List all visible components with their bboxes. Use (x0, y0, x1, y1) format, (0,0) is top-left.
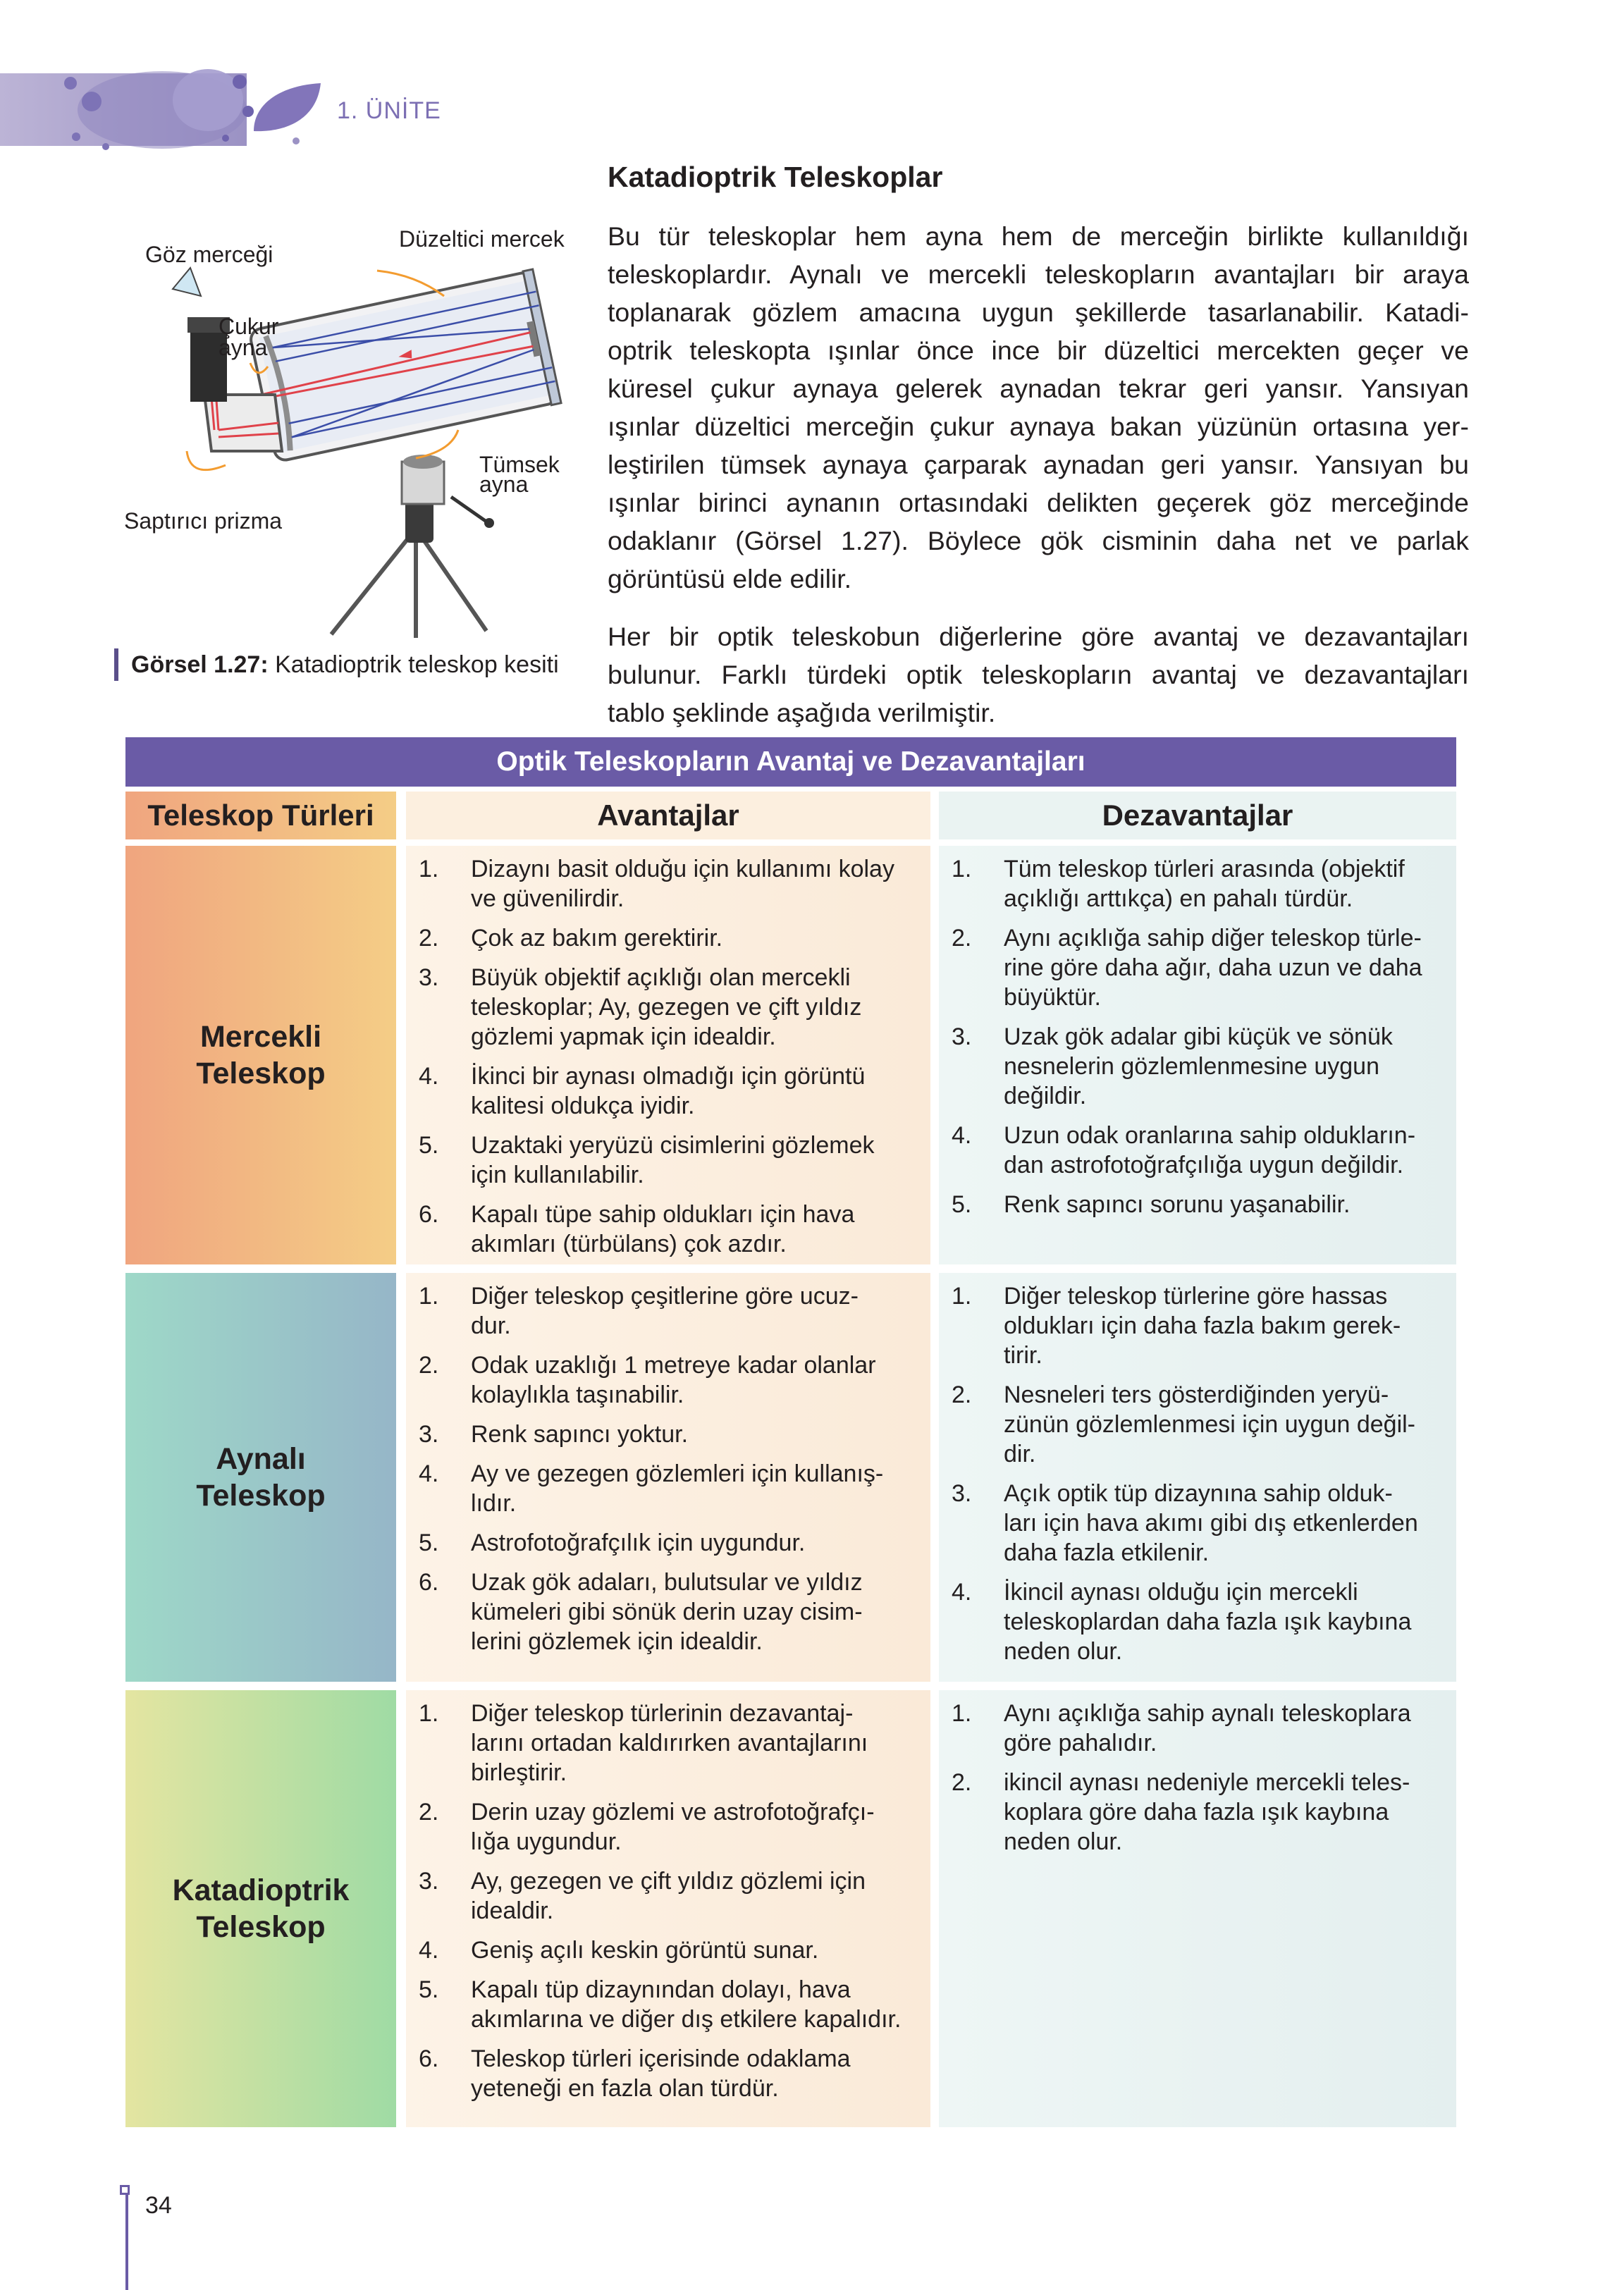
item-text (1004, 1022, 1439, 1111)
advantages-list (419, 1699, 912, 2113)
item-text-line: tirir. (1004, 1342, 1042, 1369)
telescope-figure (120, 218, 585, 655)
paragraph-comparison (608, 617, 1469, 732)
item-text-line: Diğer teleskop türlerinin dezavantaj- (471, 1700, 854, 1727)
item-text-line: teleskoplardan daha fazla ışık kaybına (1004, 1608, 1412, 1635)
list-item (419, 854, 912, 913)
text-line: bulunur. Farklı türdeki optik teleskopların avantaj ve dezavantajları (608, 660, 1469, 689)
item-text-line: birleştirir. (471, 1759, 567, 1786)
item-text (471, 963, 912, 1052)
type-label: Teleskop (196, 1479, 326, 1513)
item-number: 5. (419, 1976, 439, 2003)
item-text (471, 854, 912, 913)
item-text-line: rine göre daha ağır, daha uzun ve daha (1004, 954, 1422, 981)
item-text-line: zünün gözlemlenmesi için uygun değil- (1004, 1411, 1415, 1438)
disadvantages-cell (939, 1273, 1456, 1682)
item-number: 4. (419, 1063, 439, 1090)
item-text-line: Aynı açıklığa sahip diğer teleskop türle- (1004, 925, 1422, 952)
item-text-line: Büyük objektif açıklığı olan mercekli (471, 964, 851, 991)
item-text-line: daha fazla etkilenir. (1004, 1539, 1210, 1566)
item-text-line: Ay, gezegen ve çift yıldız gözlemi için (471, 1868, 866, 1895)
item-text-line: larını ortadan kaldırırken avantajlarını (471, 1730, 868, 1756)
item-text-line: nesnelerin gözlemlenmesine uygun (1004, 1053, 1379, 1080)
item-text (1004, 923, 1439, 1012)
item-text-line: büyüktür. (1004, 984, 1101, 1011)
list-item (952, 1380, 1439, 1469)
item-text-line: Renk sapıncı sorunu yaşanabilir. (1004, 1191, 1351, 1218)
item-number: 5. (952, 1191, 972, 1218)
list-item (419, 1568, 912, 1656)
list-item (952, 923, 1439, 1012)
type-label: Teleskop (196, 1910, 326, 1944)
type-label: Katadioptrik (172, 1873, 350, 1907)
item-text-line: Geniş açılı keskin görüntü sunar. (471, 1937, 819, 1964)
text-line: Bu tür teleskoplar hem ayna hem de merceğin birlikte kullanıldığı (608, 221, 1469, 251)
disadvantages-list (952, 1281, 1439, 1676)
column-header-disadvantages: Dezavantajlar (939, 792, 1456, 839)
item-number: 4. (952, 1122, 972, 1149)
item-text (471, 1797, 912, 1857)
item-text-line: neden olur. (1004, 1828, 1123, 1855)
item-text-line: akımlarına ve diğer dış etkilere kapalıdır. (471, 2006, 902, 2033)
item-text-line: kümeleri gibi sönük derin uzay cisim- (471, 1599, 863, 1625)
item-text (1004, 1380, 1439, 1469)
item-number: 2. (952, 1381, 972, 1408)
item-number: 6. (419, 2045, 439, 2072)
item-text (1004, 854, 1439, 913)
list-item (419, 923, 912, 953)
item-number: 2. (952, 925, 972, 952)
item-text-line: kalitesi oldukça iyidir. (471, 1092, 695, 1119)
item-text (471, 923, 912, 953)
list-item (419, 1866, 912, 1926)
item-text-line: Astrofotoğrafçılık için uygundur. (471, 1529, 806, 1556)
item-text-line: koplara göre daha fazla ışık kaybına (1004, 1799, 1389, 1826)
item-text (1004, 1577, 1439, 1666)
item-text-line: Açık optik tüp dizaynına sahip olduk- (1004, 1480, 1393, 1507)
item-number: 1. (419, 856, 439, 882)
item-text (1004, 1121, 1439, 1180)
telescope-tube (249, 269, 561, 463)
label-concave-mirror-2: ayna (219, 335, 268, 360)
list-item (952, 1022, 1439, 1111)
item-number: 3. (952, 1480, 972, 1507)
header-decoration (0, 68, 331, 152)
item-text-line: değildir. (1004, 1083, 1087, 1109)
item-number: 1. (419, 1700, 439, 1727)
item-text-line: Uzak gök adalar gibi küçük ve sönük (1004, 1023, 1393, 1050)
item-text-line: Uzaktaki yeryüzü cisimlerini gözlemek (471, 1132, 875, 1159)
item-text-line: İkinci bir aynası olmadığı için görüntü (471, 1063, 866, 1090)
item-number: 2. (419, 925, 439, 952)
paragraph-intro (608, 217, 1469, 598)
telescope-diagram (120, 218, 585, 641)
item-text-line: Tüm teleskop türleri arasında (objektif (1004, 856, 1405, 882)
item-text-line: Ay ve gezegen gözlemleri için kullanış- (471, 1460, 884, 1487)
item-text-line: açıklığı arttıkça) en pahalı türdür. (1004, 885, 1353, 912)
item-text (471, 1975, 912, 2034)
item-text-line: dan astrofotoğrafçılığa uygun değildir. (1004, 1152, 1404, 1178)
label-convex-mirror-1: Tümsek (479, 452, 560, 477)
item-text-line: kolaylıkla taşınabilir. (471, 1381, 684, 1408)
label-diagonal-prism: Saptırıcı prizma (124, 508, 283, 534)
advantages-list (419, 854, 912, 1269)
item-text-line: Uzun odak oranlarına sahip oldukların- (1004, 1122, 1416, 1149)
tripod-head (405, 500, 433, 543)
item-text-line: lerini gözlemek için idealdir. (471, 1628, 763, 1655)
item-number: 4. (419, 1460, 439, 1487)
list-item (952, 1281, 1439, 1370)
item-text-line: dur. (471, 1312, 511, 1339)
item-number: 3. (419, 1421, 439, 1448)
section-title: Katadioptrik Teleskoplar (608, 161, 943, 193)
item-text-line: gözlemi yapmak için idealdir. (471, 1023, 776, 1050)
list-item (419, 1459, 912, 1518)
list-item (419, 1281, 912, 1341)
item-number: 6. (419, 1569, 439, 1596)
label-concave-mirror-1: Çukur (219, 314, 279, 339)
list-item (419, 1797, 912, 1857)
type-label: Teleskop (196, 1057, 326, 1090)
column-header-advantages: Avantajlar (406, 792, 930, 839)
disadvantages-cell (939, 1690, 1456, 2127)
advantages-cell (406, 1273, 930, 1682)
item-text-line: Derin uzay gözlemi ve astrofotoğrafçı- (471, 1799, 875, 1826)
unit-title: 1. ÜNİTE (337, 97, 441, 124)
list-item (419, 1975, 912, 2034)
label-eyepiece: Göz merceği (145, 242, 273, 267)
item-number: 1. (952, 1283, 972, 1310)
item-text-line: Kapalı tüpe sahip oldukları için hava (471, 1201, 855, 1228)
page-number: 34 (145, 2192, 172, 2219)
item-text-line: ikincil aynası nedeniyle mercekli teles- (1004, 1769, 1410, 1796)
item-number: 5. (419, 1132, 439, 1159)
list-item (419, 1935, 912, 1965)
text-line: görüntüsü elde edilir. (608, 564, 852, 593)
figure-caption (114, 648, 559, 681)
item-text-line: göre pahalıdır. (1004, 1730, 1157, 1756)
caption-text: Katadioptrik teleskop kesiti (268, 651, 559, 678)
item-text (471, 2044, 912, 2103)
item-text (1004, 1281, 1439, 1370)
item-text-line: akımları (türbülans) çok azdır. (471, 1231, 787, 1257)
list-item (419, 963, 912, 1052)
row-type-refractor (125, 846, 396, 1264)
item-text (471, 1200, 912, 1259)
item-text-line: teleskoplar; Ay, gezegen ve çift yıldız (471, 994, 862, 1021)
item-text-line: için kullanılabilir. (471, 1162, 644, 1188)
item-number: 2. (952, 1769, 972, 1796)
item-text-line: Renk sapıncı yoktur. (471, 1421, 689, 1448)
list-item (952, 1121, 1439, 1180)
advantages-cell (406, 1690, 930, 2127)
item-text (471, 1699, 912, 1787)
item-text (1004, 1699, 1439, 1758)
item-text-line: Aynı açıklığa sahip aynalı teleskoplara (1004, 1700, 1411, 1727)
item-text-line: Çok az bakım gerektirir. (471, 925, 723, 952)
item-text (471, 1866, 912, 1926)
list-item (419, 1200, 912, 1259)
list-item (419, 1420, 912, 1449)
list-item (419, 1528, 912, 1558)
text-line: odaklanır (Görsel 1.27). Böylece gök cisminin daha net ve parlak (608, 526, 1469, 555)
item-text-line: Nesneleri ters gösterdiğinden yeryü- (1004, 1381, 1389, 1408)
item-text-line: neden olur. (1004, 1638, 1123, 1665)
list-item (419, 2044, 912, 2103)
item-text (471, 1420, 912, 1449)
list-item (952, 854, 1439, 913)
item-text-line: Diğer teleskop türlerine göre hassas (1004, 1283, 1388, 1310)
item-text (471, 1350, 912, 1410)
footer-marker (120, 2185, 130, 2195)
item-number: 3. (419, 964, 439, 991)
item-text-line: ve güvenilirdir. (471, 885, 625, 912)
disadvantages-list (952, 854, 1439, 1229)
list-item (419, 1061, 912, 1121)
item-number: 5. (419, 1529, 439, 1556)
type-label: Mercekli (199, 1020, 322, 1054)
advantages-cell (406, 846, 930, 1264)
text-line: ışınlar düzeltici merceğin çukur aynaya bakan yüzünün ortasına yer- (608, 412, 1469, 441)
table-title: Optik Teleskopların Avantaj ve Dezavantajları (125, 737, 1456, 787)
item-text-line: Diğer teleskop çeşitlerine göre ucuz- (471, 1283, 859, 1310)
item-text-line: Dizaynı basit olduğu için kullanımı kolay (471, 856, 894, 882)
list-item (419, 1350, 912, 1410)
item-text-line: lıdır. (471, 1490, 517, 1517)
item-text-line: dir. (1004, 1441, 1036, 1467)
list-item (952, 1479, 1439, 1568)
item-number: 4. (952, 1579, 972, 1606)
item-text (471, 1131, 912, 1190)
advantages-list (419, 1281, 912, 1666)
item-text (471, 1568, 912, 1656)
row-type-reflector (125, 1273, 396, 1682)
item-text (1004, 1768, 1439, 1857)
item-text (471, 1061, 912, 1121)
item-number: 3. (419, 1868, 439, 1895)
item-text (471, 1281, 912, 1341)
text-line: teleskoplardır. Aynalı ve mercekli teleskopların avantajları bir araya (608, 259, 1469, 289)
tripod (331, 529, 486, 638)
list-item (419, 1699, 912, 1787)
text-line: Her bir optik teleskobun diğerlerine göre avantaj ve dezavantajları (608, 622, 1469, 651)
item-text-line: Teleskop türleri içerisinde odaklama (471, 2045, 851, 2072)
item-text (471, 1459, 912, 1518)
item-number: 2. (419, 1352, 439, 1379)
list-item (952, 1699, 1439, 1758)
text-line: küresel çukur aynaya gelerek aynadan tekrar geri yansır. Yansıyan (608, 374, 1469, 403)
column-header-type: Teleskop Türleri (125, 792, 396, 839)
footer-line (125, 2191, 128, 2290)
type-label: Aynalı (216, 1442, 306, 1476)
item-number: 6. (419, 1201, 439, 1228)
item-number: 3. (952, 1023, 972, 1050)
list-item (952, 1577, 1439, 1666)
item-text-line: İkincil aynası olduğu için mercekli (1004, 1579, 1358, 1606)
item-text (1004, 1190, 1439, 1219)
text-line: optrik teleskopta ışınlar önce ince bir düzeltici mercekten geçer ve (608, 336, 1469, 365)
item-number: 1. (952, 1700, 972, 1727)
item-text-line: idealdir. (471, 1897, 554, 1924)
list-item (952, 1768, 1439, 1857)
item-number: 1. (419, 1283, 439, 1310)
text-line: tablo şeklinde aşağıda verilmiştir. (608, 698, 996, 727)
item-text-line: Kapalı tüp dizaynından dolayı, hava (471, 1976, 851, 2003)
item-text-line: lığa uygundur. (471, 1828, 622, 1855)
item-text-line: yeteneği en fazla olan türdür. (471, 2075, 779, 2102)
item-number: 4. (419, 1937, 439, 1964)
item-text (471, 1528, 912, 1558)
text-line: toplanarak gözlem amacına uygun şekillerde tasarlanabilir. Katadi- (608, 297, 1469, 327)
item-text (1004, 1479, 1439, 1568)
label-convex-mirror-2: ayna (479, 472, 529, 497)
item-text-line: oldukları için daha fazla bakım gerek- (1004, 1312, 1401, 1339)
item-number: 1. (952, 856, 972, 882)
item-text-line: Uzak gök adaları, bulutsular ve yıldız (471, 1569, 863, 1596)
row-type-catadioptric (125, 1690, 396, 2127)
text-line: leştirilen tümsek aynaya çarparak aynadan geri yansır. Yansıyan bu (608, 450, 1469, 479)
list-item (419, 1131, 912, 1190)
item-number: 2. (419, 1799, 439, 1826)
caption-label: Görsel 1.27: (131, 651, 269, 678)
list-item (952, 1190, 1439, 1219)
text-line: ışınlar birinci aynanın ortasındaki delikten geçerek göz merceğinde (608, 488, 1469, 517)
item-text (471, 1935, 912, 1965)
label-corrector-lens: Düzeltici mercek (399, 226, 565, 252)
item-text-line: ları için hava akımı gibi dış etkenlerden (1004, 1510, 1418, 1537)
disadvantages-cell (939, 846, 1456, 1264)
disadvantages-list (952, 1699, 1439, 1866)
item-text-line: Odak uzaklığı 1 metreye kadar olanlar (471, 1352, 876, 1379)
